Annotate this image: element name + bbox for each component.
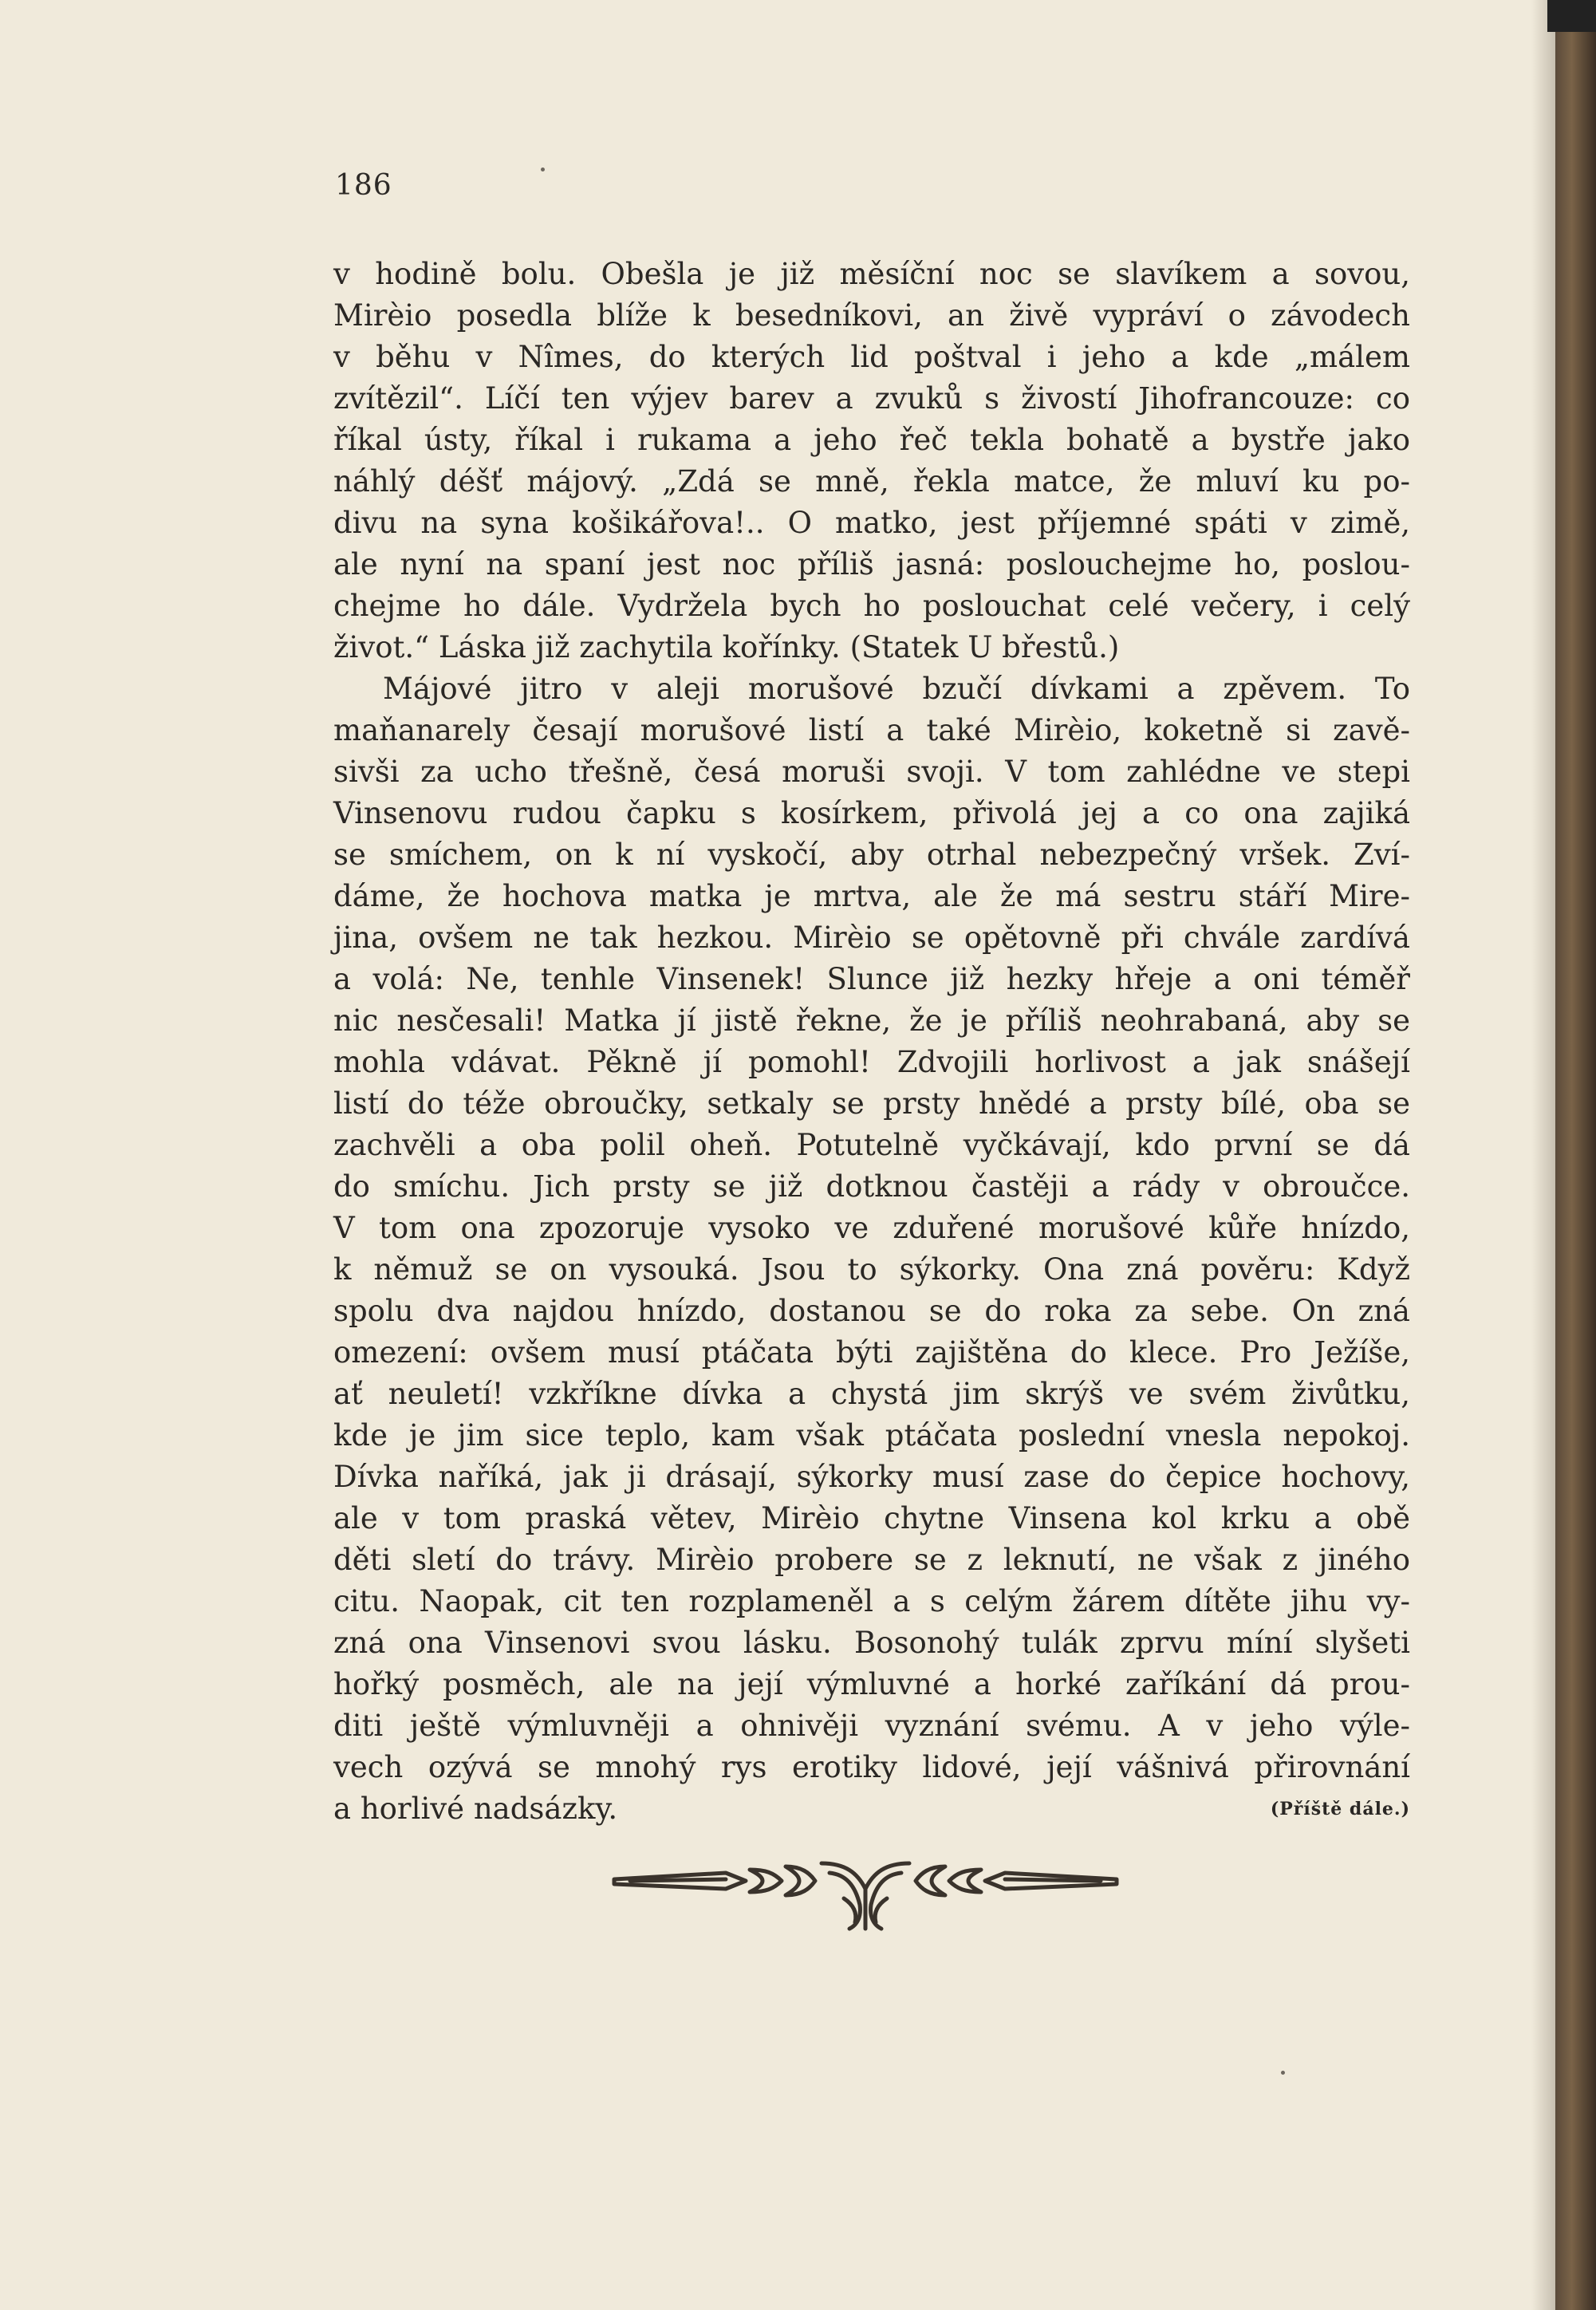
- text-line: ale v tom praská větev, Mirèio chytne Vinsena kol krku a obě: [333, 1501, 1410, 1535]
- text-line: se smíchem, on k ní vyskočí, aby otrhal nebezpečný vršek. Zví-: [333, 838, 1410, 872]
- text-line: náhlý déšť májový. „Zdá se mně, řekla matce, že mluví ku po-: [333, 464, 1410, 499]
- text-line: diti ještě výmluvněji a ohnivěji vyznání svému. A v jeho výle-: [333, 1709, 1410, 1743]
- ornament-icon: [606, 1849, 1125, 1937]
- text-line: divu na syna košikářova!.. O matko, jest příjemné spáti v zimě,: [333, 506, 1410, 540]
- text-line: v běhu v Nîmes, do kterých lid poštval i jeho a kde „málem: [333, 340, 1410, 374]
- body-text: [333, 254, 1410, 1830]
- text-line: zná ona Vinsenovi svou lásku. Bosonohý tulák zprvu míní slyšeti: [333, 1626, 1410, 1660]
- text-line: ať neuletí! vzkříkne dívka a chystá jim skrýš ve svém živůtku,: [333, 1377, 1410, 1411]
- text-line: děti sletí do trávy. Mirèio probere se z leknutí, ne však z jiného: [333, 1543, 1410, 1577]
- text-line: život.“ Láska již zachytila kořínky. (Statek U břestů.): [333, 630, 1120, 664]
- text-line: říkal ústy, říkal i rukama a jeho řeč tekla bohatě a bystře jako: [333, 423, 1410, 457]
- text-line: Dívka naříká, jak ji drásají, sýkorky musí zase do čepice hochovy,: [333, 1460, 1410, 1494]
- text-line: dáme, že hochova matka je mrtva, ale že má sestru stáří Mire-: [333, 879, 1410, 913]
- text-line: Májové jitro v aleji morušové bzučí dívkami a zpěvem. To: [383, 672, 1410, 706]
- text-line: mohla vdávat. Pěkně jí pomohl! Zdvojili horlivost a jak snášejí: [333, 1045, 1410, 1079]
- print-speck: [1281, 2071, 1285, 2075]
- continued-note: (Příště dále.): [1270, 1799, 1410, 1819]
- text-line: maňanarely česají morušové listí a také Mirèio, koketně si zavě-: [333, 713, 1410, 747]
- text-line: sivši za ucho třešně, česá moruši svoji. V tom zahlédne ve stepi: [333, 755, 1410, 789]
- text-line: spolu dva najdou hnízdo, dostanou se do roka za sebe. On zná: [333, 1294, 1410, 1328]
- text-line: ale nyní na spaní jest noc příliš jasná: poslouchejme ho, poslou-: [333, 547, 1410, 581]
- text-line: citu. Naopak, cit ten rozplameněl a s celým žárem dítěte jihu vy-: [333, 1584, 1410, 1618]
- page-edge-shadow: [1531, 0, 1555, 2310]
- text-line: listí do téže obroučky, setkaly se prsty hnědé a prsty bílé, oba se: [333, 1086, 1410, 1121]
- text-line-final: [333, 1788, 1410, 1830]
- text-line: zvítězil“. Líčí ten výjev barev a zvuků s živostí Jihofrancouze: co: [333, 381, 1410, 416]
- page-number: 186: [335, 169, 392, 202]
- text-line: v hodině bolu. Obešla je již měsíční noc se slavíkem a sovou,: [333, 257, 1410, 291]
- book-cover-edge: [1555, 0, 1596, 2310]
- scan-corner: [1547, 0, 1596, 32]
- text-line: jina, ovšem ne tak hezkou. Mirèio se opětovně při chvále zardívá: [333, 920, 1410, 955]
- text-line: omezení: ovšem musí ptáčata býti zajištěna do klece. Pro Ježíše,: [333, 1335, 1410, 1370]
- print-speck: [541, 168, 545, 171]
- text-line: zachvěli a oba polil oheň. Potutelně vyčkávají, kdo první se dá: [333, 1128, 1410, 1162]
- text-line: V tom ona zpozoruje vysoko ve zduřené morušové kůře hnízdo,: [333, 1211, 1410, 1245]
- text-line-final-text: a horlivé nadsázky.: [333, 1792, 618, 1826]
- text-line: vech ozývá se mnohý rys erotiky lidové, její vášnivá přirovnání: [333, 1750, 1410, 1784]
- text-line: hořký posměch, ale na její výmluvné a horké zaříkání dá prou-: [333, 1667, 1410, 1701]
- text-line: a volá: Ne, tenhle Vinsenek! Slunce již hezky hřeje a oni téměř: [333, 962, 1410, 996]
- text-line: kde je jim sice teplo, kam však ptáčata poslední vnesla nepokoj.: [333, 1418, 1410, 1453]
- text-line: Vinsenovu rudou čapku s kosírkem, přivolá jej a co ona zajiká: [333, 796, 1410, 830]
- text-line: Mirèio posedla blíže k besedníkovi, an živě vypráví o závodech: [333, 298, 1410, 333]
- text-line: nic nesčesali! Matka jí jistě řekne, že je příliš neohrabaná, aby se: [333, 1003, 1410, 1038]
- text-line: k němuž se on vysouká. Jsou to sýkorky. Ona zná pověru: Když: [333, 1252, 1410, 1287]
- text-line: chejme ho dále. Vydržela bych ho poslouchat celé večery, i celý: [333, 589, 1410, 623]
- text-line: do smíchu. Jich prsty se již dotknou častěji a rády v obroučce.: [333, 1169, 1410, 1204]
